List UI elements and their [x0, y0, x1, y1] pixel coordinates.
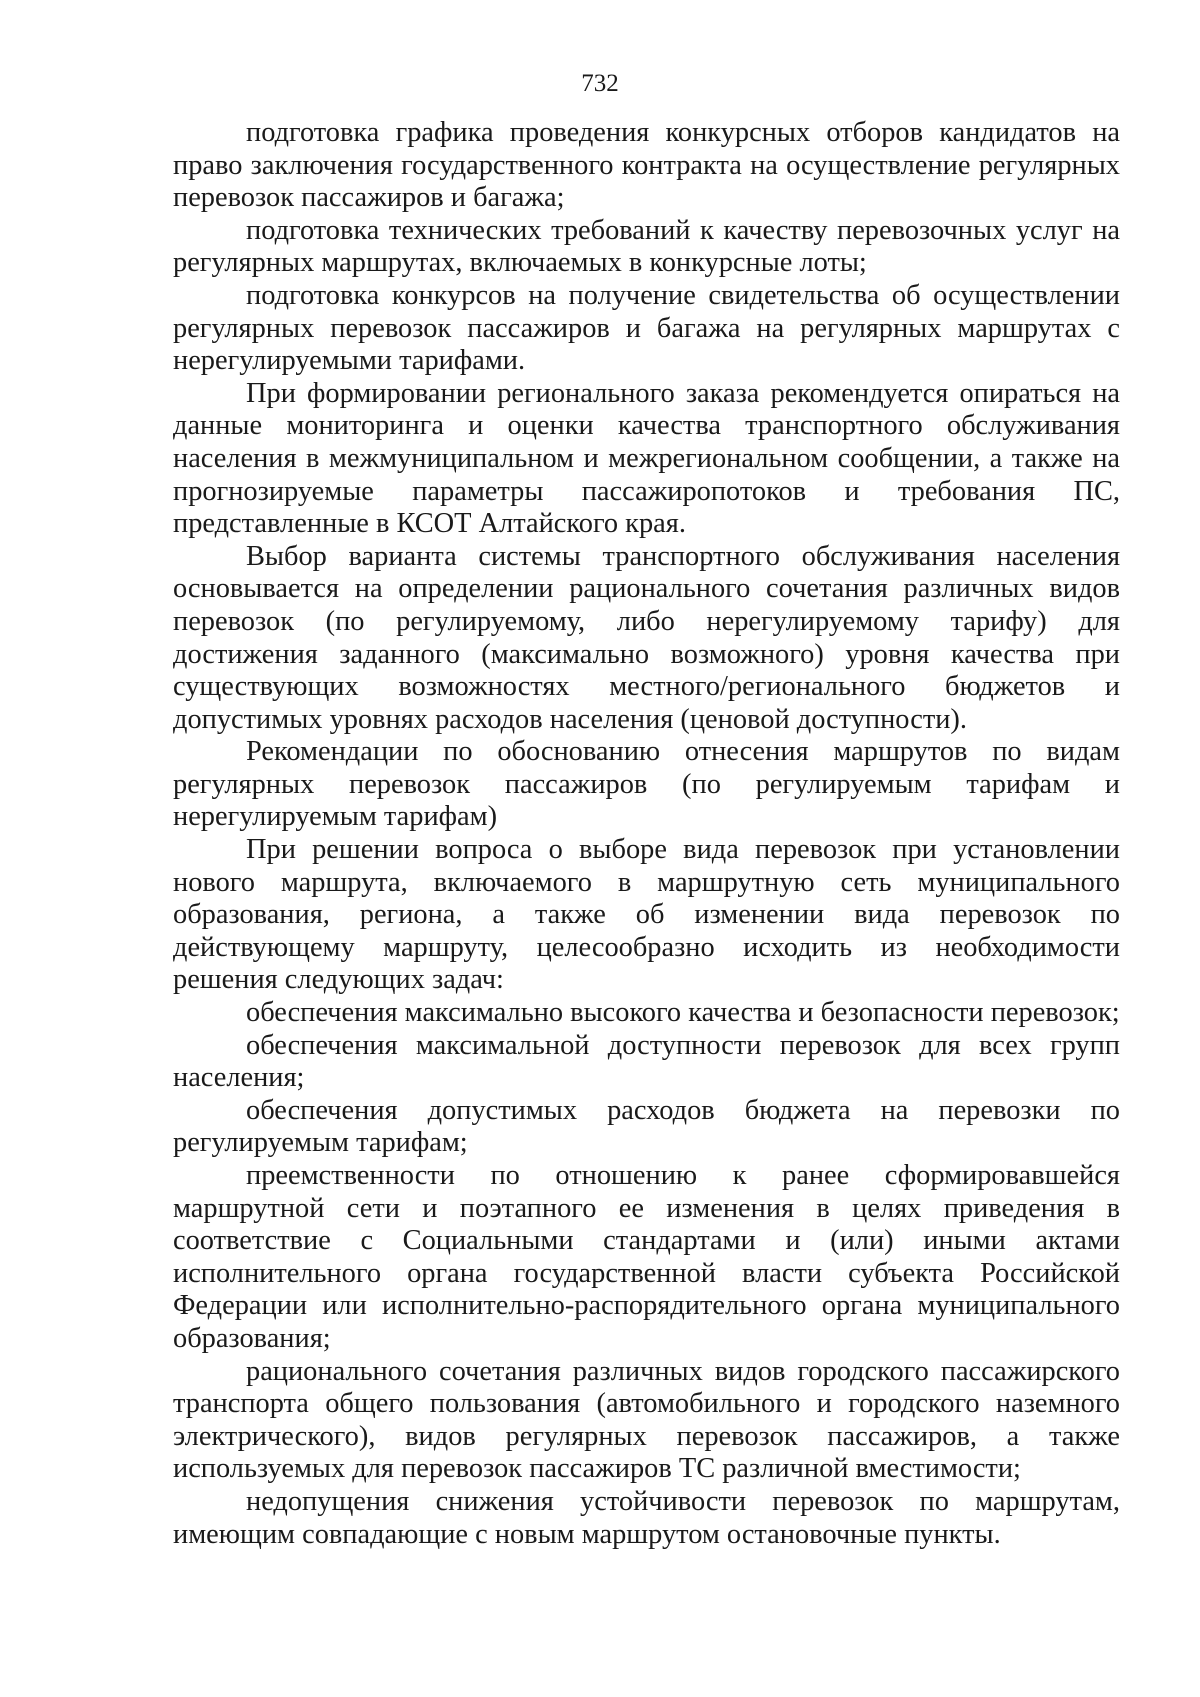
paragraph: При формировании регионального заказа рекомендуется опираться на данные мониторинга и оценки качества транспортного обслуживания населения в межмуниципальном и межрегиональном сообщении, а также на прогнозируемые параметры пассажиропотоков и требования ПС, представленные в КСОТ Алтайского края.: [173, 377, 1120, 540]
paragraph: подготовка конкурсов на получение свидетельства об осуществлении регулярных перевозок пассажиров и багажа на регулярных маршрутах с нерегулируемыми тарифами.: [173, 279, 1120, 377]
paragraph: При решении вопроса о выборе вида перевозок при установлении нового маршрута, включаемого в маршрутную сеть муниципального образования, региона, а также об изменении вида перевозок по действующему маршруту, целесообразно исходить из необходимости решения следующих задач:: [173, 834, 1120, 996]
list-item: обеспечения максимальной доступности перевозок для всех групп населения;: [173, 1029, 1120, 1094]
paragraph: подготовка графика проведения конкурсных отборов кандидатов на право заключения государственного контракта на осуществление регулярных перевозок пассажиров и багажа;: [173, 117, 1120, 214]
list-item: недопущения снижения устойчивости перевозок по маршрутам, имеющим совпадающие с новым маршрутом остановочные пункты.: [173, 1485, 1120, 1550]
list-item: рационального сочетания различных видов городского пассажирского транспорта общего пользования (автомобильного и городского наземного электрического), видов регулярных перевозок пассажиров, а также используемых для перевозок пассажиров ТС различной вместимости;: [173, 1355, 1120, 1485]
section-heading: Рекомендации по обоснованию отнесения маршрутов по видам регулярных перевозок пассажиров (по регулируемым тарифам и нерегулируемым тарифам): [173, 736, 1120, 833]
document-body: [173, 117, 1120, 1551]
list-item: преемственности по отношению к ранее сформировавшейся маршрутной сети и поэтапного ее изменения в целях приведения в соответствие с Социальными стандартами и (или) иными актами исполнительного органа государственной власти субъекта Российской Федерации или исполнительно-распорядительного органа муниципального образования;: [173, 1160, 1120, 1354]
paragraph: Выбор варианта системы транспортного обслуживания населения основывается на определении рационального сочетания различных видов перевозок (по регулируемому, либо нерегулируемому тарифу) для достижения заданного (максимально возможного) уровня качества при существующих возможностях местного/регионального бюджетов и допустимых уровнях расходов населения (ценовой доступности).: [173, 540, 1120, 735]
paragraph: подготовка технических требований к качеству перевозочных услуг на регулярных маршрутах, включаемых в конкурсные лоты;: [173, 214, 1120, 279]
list-item: обеспечения максимально высокого качества и безопасности перевозок;: [246, 997, 1120, 1029]
page-number: 732: [581, 70, 619, 97]
list-item: обеспечения допустимых расходов бюджета на перевозки по регулируемым тарифам;: [173, 1094, 1120, 1159]
